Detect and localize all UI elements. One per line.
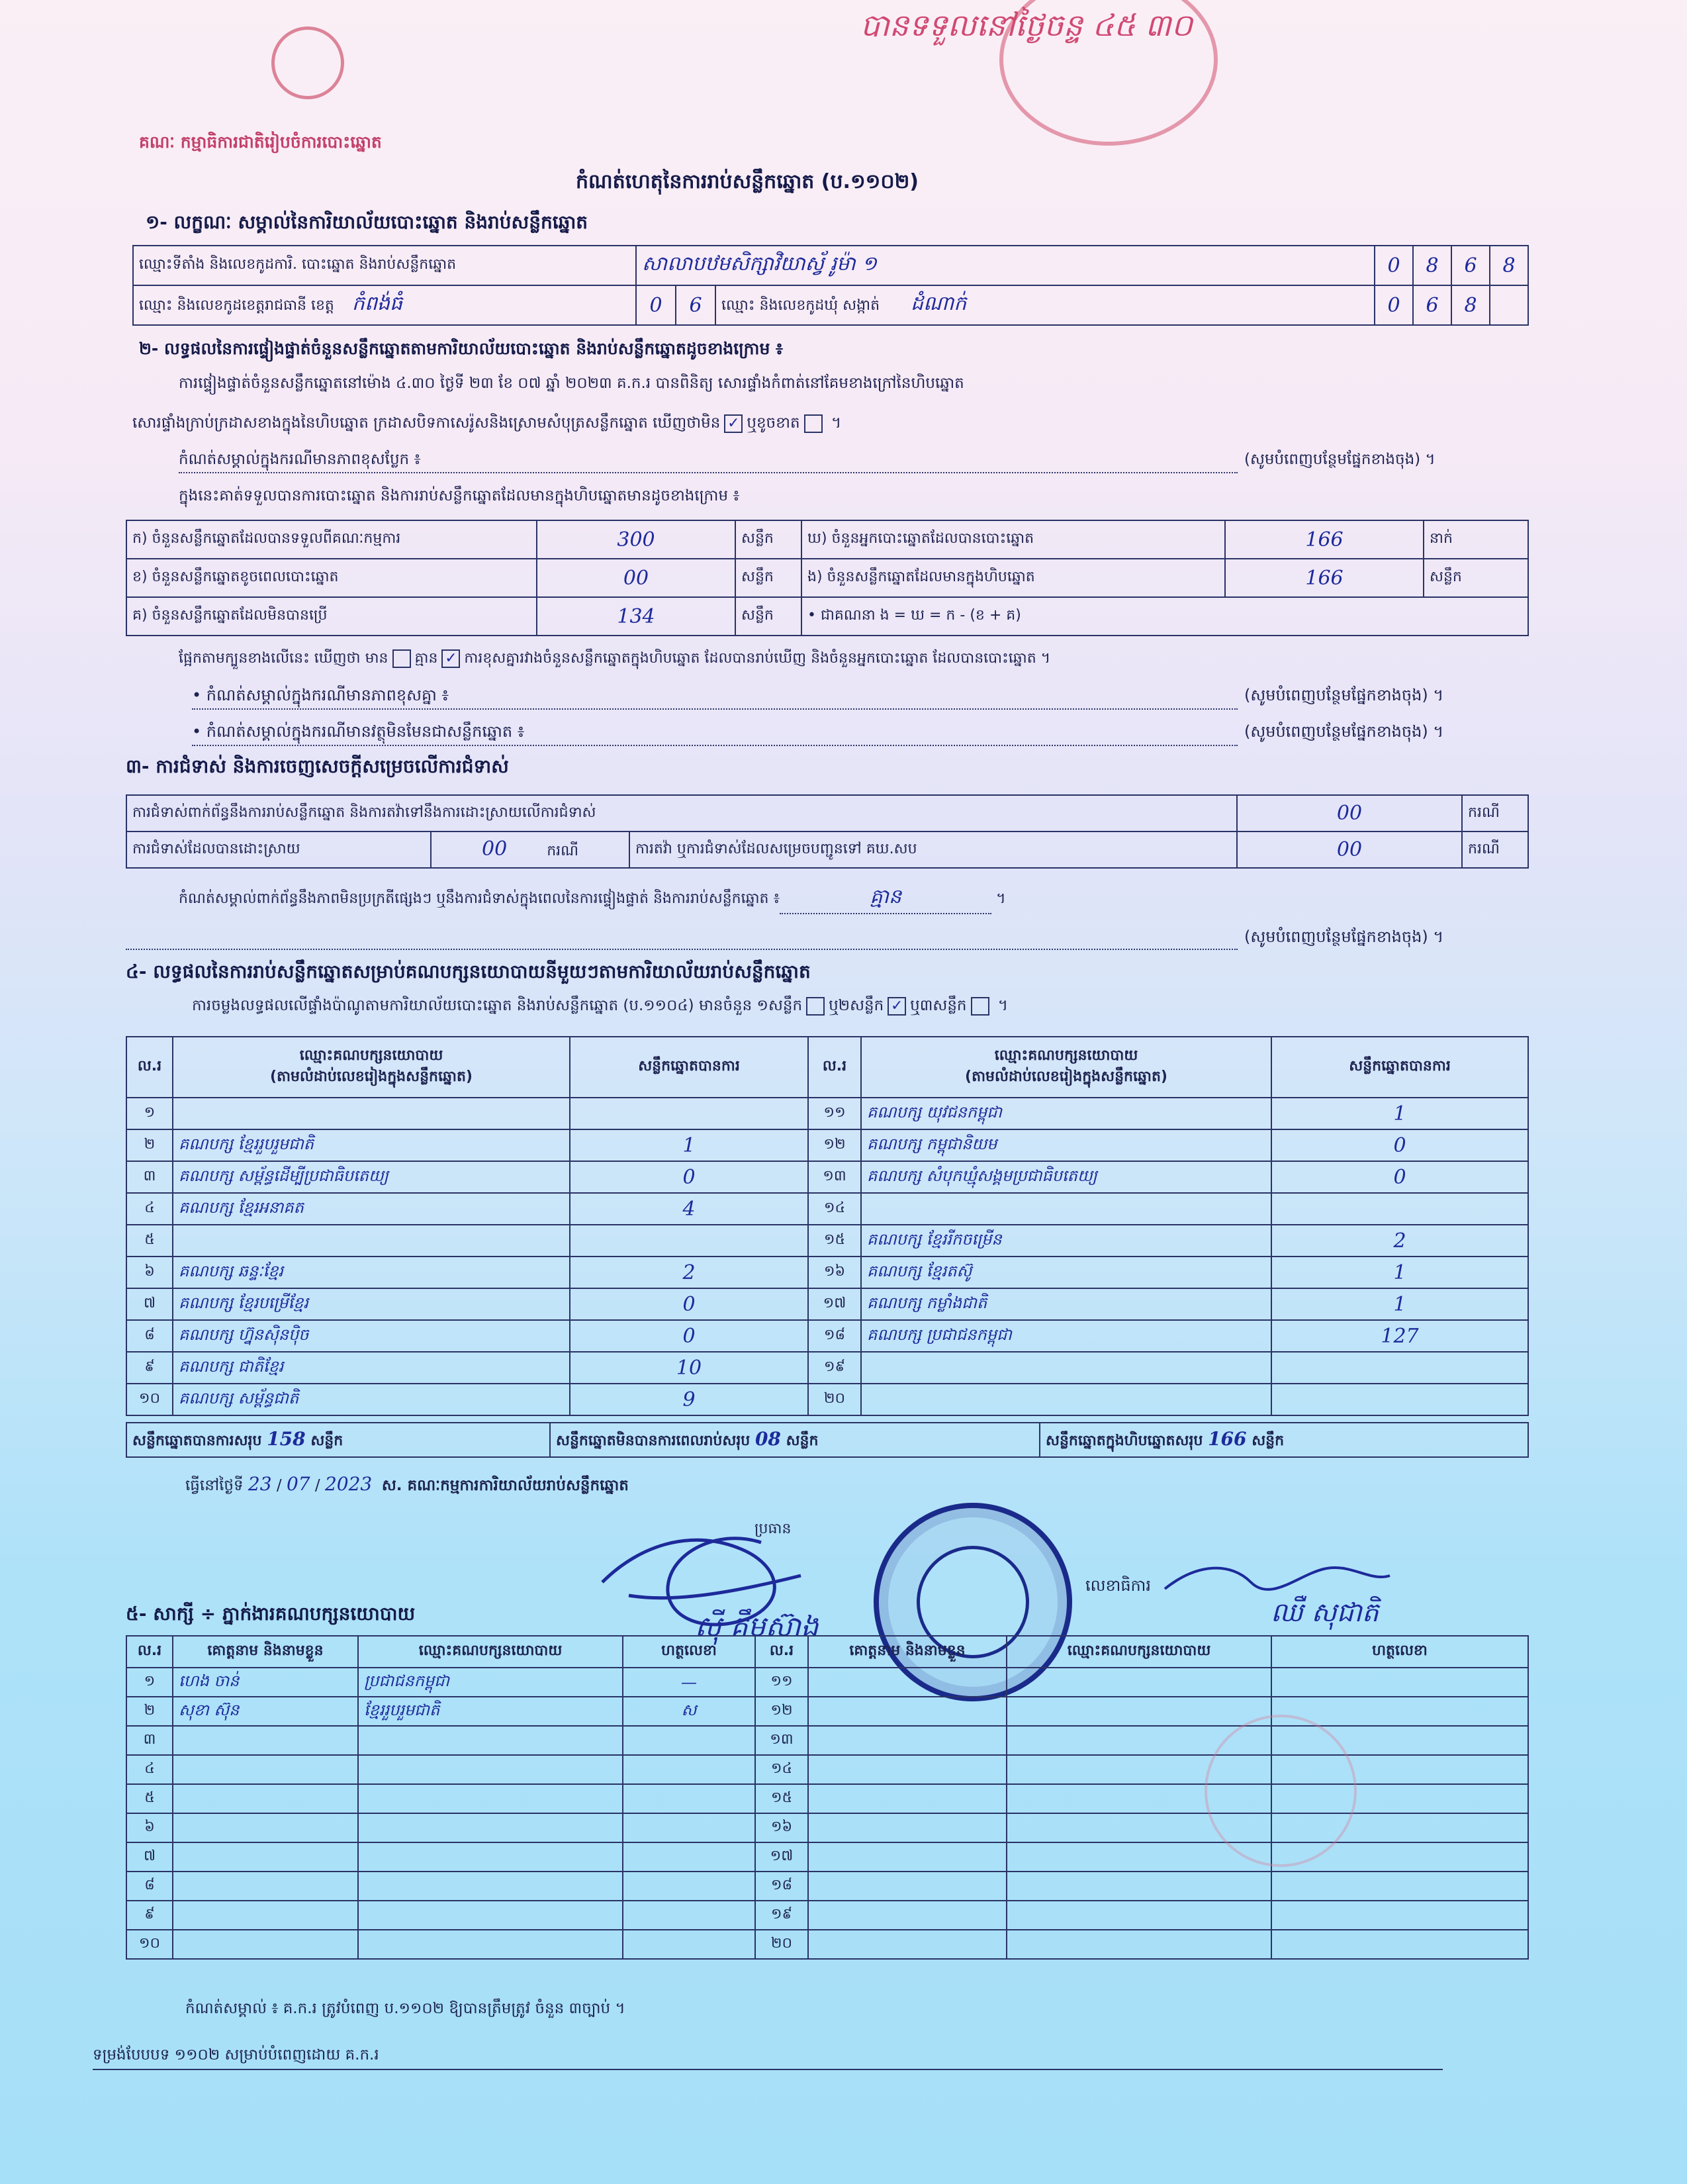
witness-signature <box>623 1930 755 1959</box>
party-votes <box>1271 1352 1528 1384</box>
province-code-digit: 0 <box>636 285 676 325</box>
witness-party <box>358 1784 623 1813</box>
formula-label: • ជាគណនា ង = ឃ = ក - (ខ + គ) <box>801 597 1528 636</box>
witness-number: ១៨ <box>755 1872 808 1901</box>
party-name: គណបក្ស ខ្មែរបម្រើខ្មែរ <box>173 1288 570 1320</box>
col-party-sub: (តាមលំដាប់លេខរៀងក្នុងសន្លឹកឆ្នោត) <box>270 1068 473 1085</box>
diff-note-label: • កំណត់សម្គាល់ក្នុងករណីមានភាពខុសគ្នា ៖ <box>192 686 449 704</box>
party-number: ១០ <box>126 1384 173 1415</box>
unit-label: សន្លឹក <box>1424 559 1528 597</box>
party-row <box>126 1098 1528 1129</box>
unit-label: សន្លឹក <box>310 1432 343 1449</box>
witness-party: ប្រជាជនកម្ពុជា <box>358 1668 623 1697</box>
witness-row <box>126 1930 1528 1959</box>
witness-party <box>1007 1930 1271 1959</box>
party-votes: 1 <box>1271 1288 1528 1320</box>
witness-name <box>173 1755 358 1784</box>
witness-row <box>126 1901 1528 1930</box>
witness-signature <box>1271 1872 1528 1901</box>
province-label <box>133 285 636 325</box>
party-name: គណបក្ស ឆន្ទៈខ្មែរ <box>173 1257 570 1288</box>
has-difference-checkbox[interactable] <box>392 649 411 668</box>
province-label-text: ឈ្មោះ និងលេខកូដខេត្តរាជធានី ខេត្ត <box>139 297 334 314</box>
party-name: គណបក្ស ប្រជាជនកម្ពុជា <box>861 1320 1271 1352</box>
party-row <box>126 1352 1528 1384</box>
party-votes <box>1271 1384 1528 1415</box>
witness-name <box>808 1784 1007 1813</box>
party-name <box>173 1098 570 1129</box>
witness-party <box>358 1901 623 1930</box>
complaints-value: 00 <box>1237 795 1462 831</box>
commune-code-digit: 8 <box>1451 285 1490 325</box>
party-name: គណបក្ស សំបុកឃ្មុំសង្គមប្រជាធិបតេយ្យ <box>861 1161 1271 1193</box>
object-note-line <box>192 722 1238 746</box>
witness-name <box>808 1726 1007 1755</box>
location-code-digit: 0 <box>1375 246 1413 285</box>
party-row <box>126 1320 1528 1352</box>
party-row <box>126 1257 1528 1288</box>
col-name: គោត្តនាម និងនាមខ្លួន <box>808 1636 1007 1668</box>
president-name: ស៊ី គឹមស៊ាង <box>695 1610 819 1642</box>
secretary-label: លេខាធិការ <box>1085 1576 1152 1595</box>
fill-note: (សូមបំពេញបន្ថែមផ្នែកខាងចុង) ។ <box>1244 686 1444 704</box>
party-number: ៨ <box>126 1320 173 1352</box>
party-name: គណបក្ស ខ្មែររីកចម្រើន <box>861 1225 1271 1257</box>
spoiled-ballots-label: ខ) ចំនួនសន្លឹកឆ្នោតខូចពេលបោះឆ្នោត <box>126 559 537 597</box>
witness-number: ៣ <box>126 1726 173 1755</box>
witness-party <box>358 1872 623 1901</box>
party-votes: 0 <box>570 1288 808 1320</box>
party-number: ៤ <box>126 1193 173 1225</box>
two-sheets-checkbox[interactable]: ✓ <box>888 997 906 1016</box>
irregularity-continuation-line <box>126 930 1238 950</box>
section1-table <box>132 245 1529 326</box>
col-party <box>861 1037 1271 1098</box>
witness-name: ហេង ចាន់ <box>173 1668 358 1697</box>
diff-note-line <box>192 685 1238 710</box>
three-sheets-label: ឬ៣សន្លឹក <box>910 997 967 1014</box>
unit-label: សន្លឹក <box>735 559 801 597</box>
empty-cell <box>1490 285 1528 325</box>
party-votes: 0 <box>570 1161 808 1193</box>
witness-party: ខ្មែររួបរួមជាតិ <box>358 1697 623 1726</box>
section3-heading: ៣- ការជំទាស់ និងការចេញសេចក្តីសម្រេចលើការជំទាស់ <box>126 755 509 777</box>
witness-party <box>358 1930 623 1959</box>
irregularity-note-line: កំណត់សម្គាល់ពាក់ព័ន្ធនឹងភាពមិនប្រក្រតីផ្សេងៗ ឬនឹងការជំទាស់ក្នុងពេលនៃការផ្ទៀងផ្ទាត់ និងការរាប់សន្លឹកឆ្នោត ៖ គ្មាន ។ <box>179 884 1006 914</box>
party-number: ១៩ <box>808 1352 861 1384</box>
resolved-value <box>431 831 629 868</box>
party-number: ៧ <box>126 1288 173 1320</box>
witness-name: សុខា ស៊ុន <box>173 1697 358 1726</box>
voters-value: 166 <box>1225 520 1424 559</box>
witness-name <box>808 1755 1007 1784</box>
party-name <box>173 1225 570 1257</box>
witness-signature <box>1271 1901 1528 1930</box>
section4-intro: ការចម្លងលទ្ធផលលើផ្ទាំងប៉ាណូតាមការិយាល័យបោះឆ្នោត និងរាប់សន្លឹកឆ្នោត (ប.១១០៤) មានចំនួន ១សន្លឹក ឬ២សន្លឹក ✓ ឬ៣សន្លឹក ។ <box>192 997 1009 1014</box>
witness-number: ១១ <box>755 1668 808 1697</box>
witness-name <box>173 1872 358 1901</box>
witness-party <box>1007 1697 1271 1726</box>
section2-paragraph1: ការផ្ទៀងផ្ទាត់ចំនួនសន្លឹកឆ្នោតនៅម៉ោង ៤.៣០ ថ្ងៃទី ២៣ ខែ ០៧ ឆ្នាំ ២០២៣ គ.ក.រ បានពិនិត្យ សោរផ្ទាំងកំពាត់នៅគែមខាងក្រៅនៃហិបឆ្នោត <box>179 375 964 392</box>
party-number: ១៥ <box>808 1225 861 1257</box>
party-votes <box>570 1098 808 1129</box>
damaged-label: ឬខូចខាត <box>747 414 800 432</box>
commune-code-digit: 0 <box>1375 285 1413 325</box>
total-valid-label: សន្លឹកឆ្នោតបានការសរុប <box>132 1432 262 1449</box>
witness-number: ៥ <box>126 1784 173 1813</box>
witness-party <box>358 1813 623 1842</box>
section5-heading: ៥- សាក្សី ÷ ភ្នាក់ងារគណបក្សនយោបាយ <box>126 1603 416 1625</box>
col-name: គោត្តនាម និងនាមខ្លួន <box>173 1636 358 1668</box>
witness-signature <box>623 1813 755 1842</box>
witness-signature: — <box>623 1668 755 1697</box>
party-number: ១៨ <box>808 1320 861 1352</box>
witness-number: ១៩ <box>755 1901 808 1930</box>
party-number: ១១ <box>808 1098 861 1129</box>
faint-stamp-icon <box>1205 1715 1357 1867</box>
party-votes: 1 <box>570 1129 808 1161</box>
commune-label <box>715 285 1375 325</box>
witness-signature <box>623 1755 755 1784</box>
witness-name <box>808 1901 1007 1930</box>
col-votes: សន្លឹកឆ្នោតបានការ <box>570 1037 808 1098</box>
col-votes: សន្លឹកឆ្នោតបានការ <box>1271 1037 1528 1098</box>
committee-name: គណៈ កម្មាធិការជាតិរៀបចំការបោះឆ្នោត <box>139 132 382 152</box>
witness-number: ១ <box>126 1668 173 1697</box>
difference-fill-note: (សូមបំពេញបន្ថែមផ្នែកខាងចុង) ។ <box>1244 451 1436 468</box>
location-value: សាលាបឋមសិក្សាវិយាស្វ័ រូម៉ា ១ <box>636 246 1375 285</box>
one-sheet-checkbox[interactable] <box>806 997 825 1016</box>
irregularity-note-label: កំណត់សម្គាល់ពាក់ព័ន្ធនឹងភាពមិនប្រក្រតីផ្សេងៗ ឬនឹងការជំទាស់ក្នុងពេលនៃការផ្ទៀងផ្ទាត់ និងការរាប់សន្លឹកឆ្នោត ៖ <box>179 890 780 907</box>
date-month: 07 <box>286 1473 310 1495</box>
unit-label: ករណី <box>547 842 578 859</box>
damaged-checkbox[interactable] <box>804 414 823 433</box>
party-row <box>126 1384 1528 1415</box>
ballot-count-table <box>126 520 1529 636</box>
party-number: ៩ <box>126 1352 173 1384</box>
box-ballots-value: 166 <box>1225 559 1424 597</box>
date-line: ធ្វើនៅថ្ងៃទី 23 / 07 / 2023 ស. គណៈកម្មការការិយាល័យរាប់សន្លឹកឆ្នោត <box>185 1473 629 1495</box>
resolved-label: ការជំទាស់ដែលបានដោះស្រាយ <box>126 831 431 868</box>
party-number: ២០ <box>808 1384 861 1415</box>
col-no: ល.រ <box>808 1037 861 1098</box>
forwarded-label: ការតវ៉ា ឬការជំទាស់ដែលសម្រេចបញ្ជូនទៅ គឃ.សប <box>629 831 1237 868</box>
witness-party <box>358 1726 623 1755</box>
total-valid-cell <box>126 1423 550 1457</box>
party-name: គណបក្ស ជាតិខ្មែរ <box>173 1352 570 1384</box>
col-party: ឈ្មោះគណបក្សនយោបាយ <box>1007 1636 1271 1668</box>
received-ballots-label: ក) ចំនួនសន្លឹកឆ្នោតដែលបានទទួលពីគណៈកម្មការ <box>126 520 537 559</box>
section4-intro-text: ការចម្លងលទ្ធផលលើផ្ទាំងប៉ាណូតាមការិយាល័យបោះឆ្នោត និងរាប់សន្លឹកឆ្នោត (ប.១១០៤) មានចំនួន ១សន្លឹក <box>192 997 803 1014</box>
party-votes: 1 <box>1271 1257 1528 1288</box>
diff-tail-label: ការខុសគ្នារវាងចំនួនសន្លឹកឆ្នោតក្នុងហិបឆ្នោត ដែលបានរាប់ឃើញ និងចំនួនអ្នកបោះឆ្នោត ដែលបានបោះឆ្នោត ។ <box>464 650 1051 667</box>
party-number: ១៤ <box>808 1193 861 1225</box>
witness-party <box>1007 1668 1271 1697</box>
party-row <box>126 1288 1528 1320</box>
party-votes: 2 <box>570 1257 808 1288</box>
form-footer: ទម្រង់បែបបទ ១១០២ សម្រាប់បំពេញដោយ គ.ក.រ <box>93 2046 379 2064</box>
unit-label: នាក់ <box>1424 520 1528 559</box>
received-note: បានទទួលនៅថ្ងៃចន្ទ ៤៥ ៣០ <box>860 7 1193 43</box>
party-number: ២ <box>126 1129 173 1161</box>
three-sheets-checkbox[interactable] <box>971 997 989 1016</box>
party-votes: 127 <box>1271 1320 1528 1352</box>
col-party-title: ឈ្មោះគណបក្សនយោបាយ <box>994 1047 1138 1064</box>
province-code-digit: 6 <box>676 285 715 325</box>
voters-label: ឃ) ចំនួនអ្នកបោះឆ្នោតដែលបានបោះឆ្នោត <box>801 520 1225 559</box>
date-day: 23 <box>248 1473 272 1495</box>
section2-paragraph5 <box>179 649 1050 670</box>
irregularity-note-value: គ្មាន <box>870 885 901 908</box>
forwarded-value: 00 <box>1237 831 1462 868</box>
party-votes <box>1271 1193 1528 1225</box>
witness-signature <box>1271 1930 1528 1959</box>
section4-heading: ៤- លទ្ធផលនៃការរាប់សន្លឹកឆ្នោតសម្រាប់គណបក្សនយោបាយនីមួយៗតាមការិយាល័យរាប់សន្លឹកឆ្នោត <box>126 961 811 982</box>
committee-emblem-icon <box>271 26 344 99</box>
party-row <box>126 1225 1528 1257</box>
unit-label: ករណី <box>1462 831 1528 868</box>
witness-name <box>808 1842 1007 1872</box>
unit-label: សន្លឹក <box>735 520 801 559</box>
witness-row <box>126 1668 1528 1697</box>
witness-row <box>126 1697 1528 1726</box>
no-diff-label: គ្មាន <box>414 650 438 667</box>
col-party-sub: (តាមលំដាប់លេខរៀងក្នុងសន្លឹកឆ្នោត) <box>965 1068 1167 1085</box>
complaints-label: ការជំទាស់ពាក់ព័ន្ធនឹងការរាប់សន្លឹកឆ្នោត និងការតវ៉ាទៅនឹងការដោះស្រាយលើការជំទាស់ <box>126 795 1237 831</box>
section2-heading: ២- លទ្ធផលនៃការផ្ទៀងផ្ទាត់ចំនួនសន្លឹកឆ្នោតតាមការិយាល័យបោះឆ្នោត និងរាប់សន្លឹកឆ្នោតដូចខាងក្រោម ៖ <box>139 339 784 358</box>
party-row <box>126 1129 1528 1161</box>
total-invalid-cell <box>550 1423 1040 1457</box>
witness-name <box>173 1842 358 1872</box>
difference-note-line <box>179 450 1238 473</box>
date-year: 2023 <box>324 1473 373 1495</box>
received-ballots-value: 300 <box>537 520 735 559</box>
fill-note: (សូមបំពេញបន្ថែមផ្នែកខាងចុង) ។ <box>1244 722 1444 741</box>
party-name: គណបក្ស ខ្មែរតស៊ូ <box>861 1257 1271 1288</box>
commune-label-text: ឈ្មោះ និងលេខកូដឃុំ សង្កាត់ <box>721 297 880 314</box>
party-name: គណបក្ស ខ្មែរអនាគត <box>173 1193 570 1225</box>
total-invalid-label: សន្លឹកឆ្នោតមិនបានការពេលរាប់សរុប <box>556 1432 751 1449</box>
total-box-label: សន្លឹកឆ្នោតក្នុងហិបឆ្នោតសរុប <box>1046 1432 1203 1449</box>
party-number: ១២ <box>808 1129 861 1161</box>
witness-name <box>808 1668 1007 1697</box>
section1-heading: ១- លក្ខណៈ សម្គាល់នៃការិយាល័យបោះឆ្នោត និងរាប់សន្លឹកឆ្នោត <box>146 211 588 233</box>
party-number: ៥ <box>126 1225 173 1257</box>
not-damaged-checkbox[interactable]: ✓ <box>724 414 743 433</box>
witness-number: ៧ <box>126 1842 173 1872</box>
section2-paragraph2: សោរផ្ទាំងក្រាប់ក្រដាសខាងក្នុងនៃហិបឆ្នោត ក្រដាសបិទកាសេរ៉ូសនិងស្រោមសំបុត្រសន្លឹកឆ្នោត ឃើញថាមិន ✓ ឬខូចខាត ។ <box>132 414 842 432</box>
difference-note-label: កំណត់សម្គាល់ក្នុងករណីមានភាពខុសប្លែក ៖ <box>179 451 421 468</box>
col-signature: ហត្ថលេខា <box>623 1636 755 1668</box>
unit-label: សន្លឹក <box>735 597 801 636</box>
party-totals-table <box>126 1422 1529 1458</box>
party-votes: 0 <box>570 1320 808 1352</box>
party-name: គណបក្ស កម្ពុជានិយម <box>861 1129 1271 1161</box>
party-row <box>126 1161 1528 1193</box>
date-label: ធ្វើនៅថ្ងៃទី <box>185 1477 244 1494</box>
col-no: ល.រ <box>126 1636 173 1668</box>
party-votes: 2 <box>1271 1225 1528 1257</box>
total-box-value: 166 <box>1208 1427 1247 1450</box>
witness-signature: ស <box>623 1697 755 1726</box>
footer-rule <box>93 2069 1443 2070</box>
location-code-digit: 6 <box>1451 246 1490 285</box>
party-name: គណបក្ស យុវជនកម្ពុជា <box>861 1098 1271 1129</box>
witness-name <box>173 1784 358 1813</box>
witness-name <box>173 1813 358 1842</box>
witness-signature <box>623 1726 755 1755</box>
witness-name <box>808 1813 1007 1842</box>
party-votes: 0 <box>1271 1161 1528 1193</box>
has-diff-label: ផ្អែកតាមក្បួនខាងលើនេះ ឃើញថា មាន <box>179 650 388 667</box>
commune-value: ដំណាក់ <box>911 292 967 315</box>
resolved-value-text: 00 <box>482 837 508 861</box>
location-code-digit: 8 <box>1413 246 1451 285</box>
witness-name <box>808 1872 1007 1901</box>
witness-number: ៨ <box>126 1872 173 1901</box>
party-results-table <box>126 1036 1529 1416</box>
form-sheet <box>73 0 1555 2184</box>
party-name: គណបក្ស កម្លាំងជាតិ <box>861 1288 1271 1320</box>
witness-name <box>173 1726 358 1755</box>
witness-number: ២០ <box>755 1930 808 1959</box>
witness-number: ៤ <box>126 1755 173 1784</box>
unit-label: សន្លឹក <box>786 1432 819 1449</box>
witness-name <box>173 1930 358 1959</box>
no-difference-checkbox[interactable]: ✓ <box>441 649 460 668</box>
witness-signature <box>623 1784 755 1813</box>
witness-number: ១៦ <box>755 1813 808 1842</box>
party-number: ៦ <box>126 1257 173 1288</box>
unused-ballots-value: 134 <box>537 597 735 636</box>
unit-label: សន្លឹក <box>1252 1432 1285 1449</box>
witness-signature <box>623 1842 755 1872</box>
party-name <box>861 1193 1271 1225</box>
col-no: ល.រ <box>126 1037 173 1098</box>
witness-number: ១៣ <box>755 1726 808 1755</box>
party-number: ១ <box>126 1098 173 1129</box>
unit-label: ករណី <box>1462 795 1528 831</box>
party-name: គណបក្ស សម្ព័ន្ធជាតិ <box>173 1384 570 1415</box>
fill-note: (សូមបំពេញបន្ថែមផ្នែកខាងចុង) ។ <box>1244 927 1444 946</box>
secretary-name: ឈឺ សុជាតិ <box>1271 1597 1379 1628</box>
party-name <box>861 1384 1271 1415</box>
total-invalid-value: 08 <box>754 1427 781 1450</box>
col-party: ឈ្មោះគណបក្សនយោបាយ <box>358 1636 623 1668</box>
total-box-cell <box>1040 1423 1528 1457</box>
section2-paragraph4: ក្នុងនេះគាត់ទទួលបានការបោះឆ្នោត និងការរាប់សន្លឹកឆ្នោតដែលមានក្នុងហិបឆ្នោតមានដូចខាងក្រោម ៖ <box>179 487 740 504</box>
witness-party <box>358 1842 623 1872</box>
witness-signature <box>623 1901 755 1930</box>
party-votes: 0 <box>1271 1129 1528 1161</box>
col-signature: ហត្ថលេខា <box>1271 1636 1528 1668</box>
red-received-stamp <box>999 0 1218 146</box>
witness-number: ៦ <box>126 1813 173 1842</box>
party-votes: 10 <box>570 1352 808 1384</box>
witness-party <box>358 1755 623 1784</box>
commune-code-digit: 6 <box>1413 285 1451 325</box>
form-title: កំណត់ហេតុនៃការរាប់សន្លឹកឆ្នោត (ប.១១០២) <box>576 170 919 193</box>
witness-number: ១០ <box>126 1930 173 1959</box>
president-label: ប្រធាន <box>754 1521 792 1537</box>
unused-ballots-label: គ) ចំនួនសន្លឹកឆ្នោតដែលមិនបានប្រើ <box>126 597 537 636</box>
total-valid-value: 158 <box>267 1427 306 1450</box>
witness-number: ១៤ <box>755 1755 808 1784</box>
location-label: ឈ្មោះទីតាំង និងលេខកូដការិ. បោះឆ្នោត និងរាប់សន្លឹកឆ្នោត <box>133 246 636 285</box>
witness-party <box>1007 1872 1271 1901</box>
party-name: គណបក្ស ខ្មែររួបរួមជាតិ <box>173 1129 570 1161</box>
party-name: គណបក្ស សម្ព័ន្ធដើម្បីប្រជាធិបតេយ្យ <box>173 1161 570 1193</box>
party-votes: 4 <box>570 1193 808 1225</box>
party-name: គណបក្ស ហ្វ៊ុនស៊ិនប៉ិច <box>173 1320 570 1352</box>
location-code-digit: 8 <box>1490 246 1528 285</box>
party-number: ១៦ <box>808 1257 861 1288</box>
party-votes: 9 <box>570 1384 808 1415</box>
witness-name <box>808 1930 1007 1959</box>
witness-number: ១៥ <box>755 1784 808 1813</box>
witness-number: ២ <box>126 1697 173 1726</box>
committee-line: ស. គណៈកម្មការការិយាល័យរាប់សន្លឹកឆ្នោត <box>381 1477 629 1494</box>
witness-row <box>126 1872 1528 1901</box>
col-no: ល.រ <box>755 1636 808 1668</box>
complaints-table <box>126 794 1529 869</box>
spoiled-ballots-value: 00 <box>537 559 735 597</box>
section2-paragraph2-text: សោរផ្ទាំងក្រាប់ក្រដាសខាងក្នុងនៃហិបឆ្នោត ក្រដាសបិទកាសេរ៉ូសនិងស្រោមសំបុត្រសន្លឹកឆ្នោត ឃើញថាមិន <box>132 414 721 432</box>
col-party <box>173 1037 570 1098</box>
two-sheets-label: ឬ២សន្លឹក <box>829 997 884 1014</box>
witness-name <box>808 1697 1007 1726</box>
witness-number: ១៧ <box>755 1842 808 1872</box>
party-votes <box>570 1225 808 1257</box>
footnote: កំណត់សម្គាល់ ៖ គ.ក.រ ត្រូវបំពេញ ប.១១០២ ឱ្យបានត្រឹមត្រូវ ចំនួន ៣ច្បាប់ ។ <box>185 2000 625 2017</box>
witness-number: ៩ <box>126 1901 173 1930</box>
box-ballots-label: ង) ចំនួនសន្លឹកឆ្នោតដែលមានក្នុងហិបឆ្នោត <box>801 559 1225 597</box>
col-party-title: ឈ្មោះគណបក្សនយោបាយ <box>299 1047 443 1064</box>
province-value: កំពង់ធំ <box>351 292 403 315</box>
witness-name <box>173 1901 358 1930</box>
party-number: ៣ <box>126 1161 173 1193</box>
party-number: ១៣ <box>808 1161 861 1193</box>
witness-number: ១២ <box>755 1697 808 1726</box>
object-note-label: • កំណត់សម្គាល់ក្នុងករណីមានវត្ថុមិនមែនជាសន្លឹកឆ្នោត ៖ <box>192 722 525 741</box>
witness-party <box>1007 1901 1271 1930</box>
party-number: ១៧ <box>808 1288 861 1320</box>
witness-signature <box>623 1872 755 1901</box>
party-name <box>861 1352 1271 1384</box>
party-votes: 1 <box>1271 1098 1528 1129</box>
witness-signature <box>1271 1668 1528 1697</box>
party-row <box>126 1193 1528 1225</box>
